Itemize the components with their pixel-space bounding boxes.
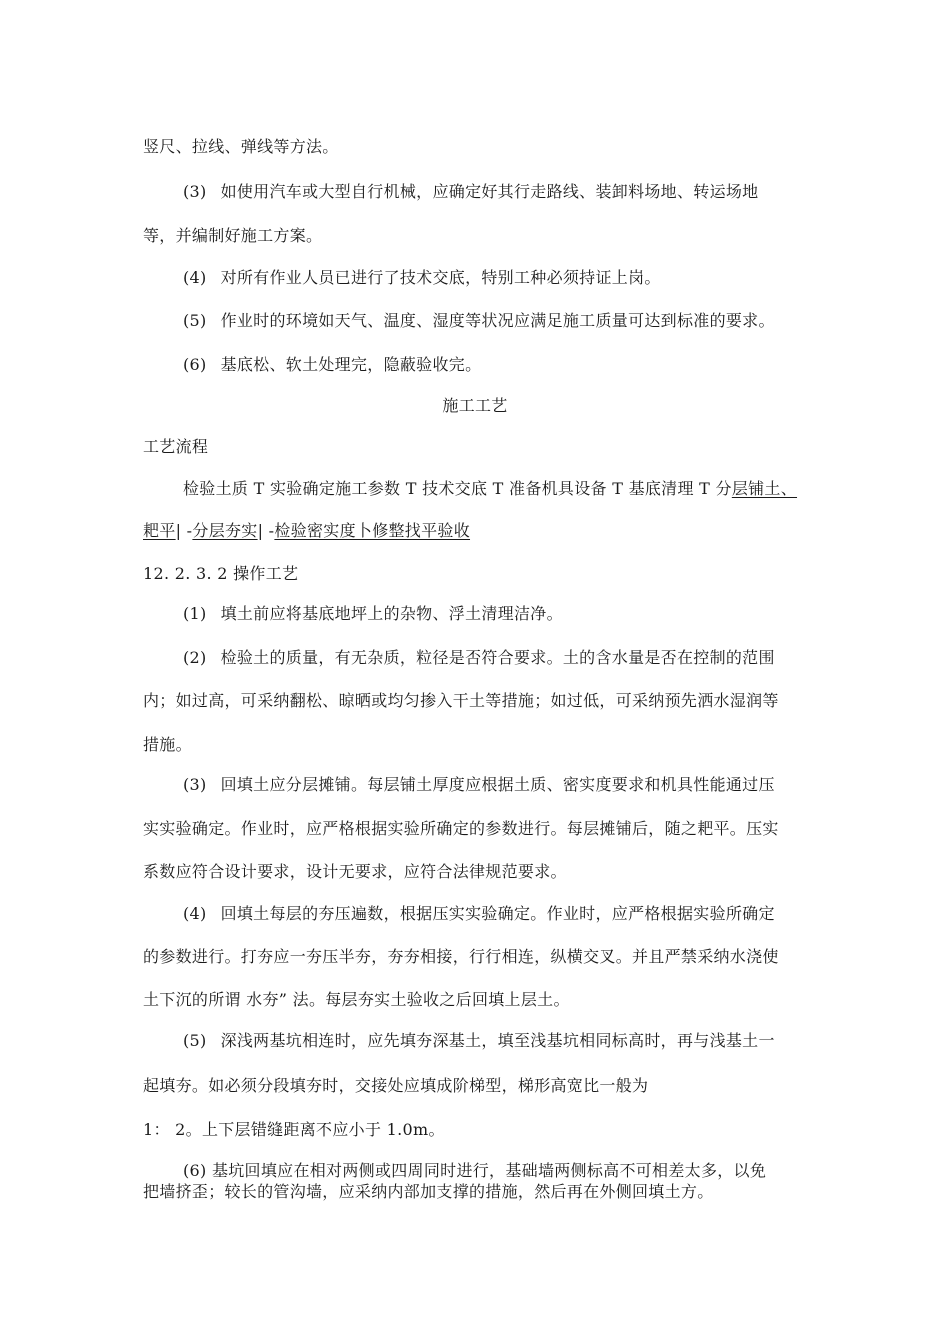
list-number: (3) — [183, 182, 207, 201]
op-item-4-line-1 — [183, 904, 775, 924]
text-line: 竖尺、拉线、弹线等方法。 — [143, 137, 339, 156]
list-text: 基底松、软土处理完，隐蔽验收完。 — [220, 355, 482, 374]
list-text: 作业时的环境如天气、温度、湿度等状况应满足施工质量可达到标准的要求。 — [220, 311, 775, 330]
list-number: (1) — [183, 604, 207, 623]
list-number: (4) — [183, 268, 207, 287]
flow-separator: | - — [257, 521, 275, 540]
op-item-2-line-1 — [183, 648, 775, 668]
op-item-1 — [183, 604, 563, 624]
flow-text-underlined: 层铺土、 — [731, 479, 798, 498]
op-item-5-line-3: 1： 2。上下层错缝距离不应小于 1.0m。 — [143, 1120, 445, 1139]
flow-step: 分层夯实 — [192, 521, 258, 540]
list-item-3-line-1 — [183, 182, 758, 202]
list-number: (2) — [183, 648, 207, 667]
flow-separator: | - — [175, 521, 193, 540]
flow-line-1 — [183, 479, 797, 499]
op-item-6-line-2: 把墙挤歪；较长的管沟墙，应采纳内部加支撑的措施，然后再在外侧回填土方。 — [143, 1182, 714, 1201]
list-text: 深浅两基坑相连时，应先填夯深基土，填至浅基坑相同标高时，再与浅基土一 — [220, 1031, 775, 1050]
op-item-3-line-3: 系数应符合设计要求，设计无要求，应符合法律规范要求。 — [143, 862, 567, 881]
list-number: (4) — [183, 904, 207, 923]
op-item-5-line-1 — [183, 1031, 775, 1051]
flow-text: 检验土质 T 实验确定施工参数 T 技术交底 T 准备机具设备 T 基底清理 T 分 — [183, 479, 732, 498]
op-item-6-line-1: (6) 基坑回填应在相对两侧或四周同时进行，基础墙两侧标高不可相差太多，以免 — [183, 1161, 767, 1180]
list-item-3-line-2: 等，并编制好施工方案。 — [143, 226, 323, 245]
list-number: (5) — [183, 311, 207, 330]
op-item-2-line-2: 内；如过高，可采纳翻松、晾晒或均匀掺入干土等措施；如过低，可采纳预先洒水湿润等 — [143, 691, 779, 710]
op-item-3-line-1 — [183, 775, 775, 795]
list-number: (3) — [183, 775, 207, 794]
op-item-2-line-3: 措施。 — [143, 735, 192, 754]
flow-step: 检验密实度卜修整找平验收 — [274, 521, 471, 540]
flow-line-2 — [143, 521, 470, 541]
section-title: 施工工艺 — [442, 396, 508, 415]
list-text: 检验土的质量，有无杂质，粒径是否符合要求。土的含水量是否在控制的范围 — [220, 648, 775, 667]
list-text: 如使用汽车或大型自行机械，应确定好其行走路线、装卸料场地、转运场地 — [220, 182, 759, 201]
list-item-5 — [183, 311, 775, 331]
list-text: 填土前应将基底地坪上的杂物、浮土清理洁净。 — [220, 604, 563, 623]
op-item-4-line-3: 土下沉的所谓 水夯” 法。每层夯实土验收之后回填上层土。 — [143, 990, 570, 1009]
list-text: 回填土应分层摊铺。每层铺土厚度应根据土质、密实度要求和机具性能通过压 — [220, 775, 775, 794]
op-item-4-line-2: 的参数进行。打夯应一夯压半夯，夯夯相接，行行相连，纵横交叉。并且严禁采纳水浇使 — [143, 947, 779, 966]
list-item-6 — [183, 355, 481, 375]
flow-heading: 工艺流程 — [143, 437, 209, 456]
op-item-3-line-2: 实实验确定。作业时，应严格根据实验所确定的参数进行。每层摊铺后，随之耙平。压实 — [143, 819, 779, 838]
list-number: (5) — [183, 1031, 207, 1050]
flow-step: 耙平 — [143, 521, 176, 540]
list-item-4 — [183, 268, 661, 288]
op-item-5-line-2: 起填夯。如必须分段填夯时，交接处应填成阶梯型，梯形高宽比一般为 — [143, 1076, 649, 1095]
list-number: (6) — [183, 355, 207, 374]
operation-heading: 12. 2. 3. 2 操作工艺 — [143, 564, 299, 583]
list-text: 回填土每层的夯压遍数，根据压实实验确定。作业时，应严格根据实验所确定 — [220, 904, 775, 923]
list-text: 对所有作业人员已进行了技术交底，特别工种必须持证上岗。 — [220, 268, 661, 287]
